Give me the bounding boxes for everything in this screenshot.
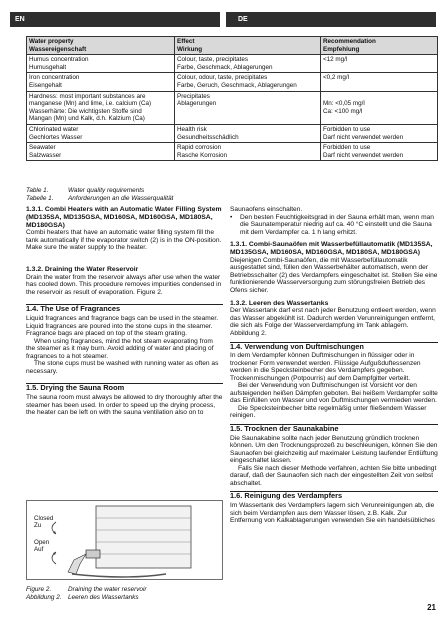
section-heading: 1.3.1. Combi Heaters with an Automatic Water Filling System (MD135SA, MD135GSA, MD160SA, MD160GSA, MD180SA, MD180GSA) bbox=[26, 206, 222, 229]
section-heading: 1.5. Drying the Sauna Room bbox=[26, 383, 125, 393]
paragraph: Im Wassertank des Verdampfers lagern sich Verunreinigungen ab, die sich beim Verdampfen aus dem Wasser lösen, z.B. Kalk. Zur Entfernung von Kalkablagerungen verwenden Sie ein handelsübliches bbox=[230, 502, 435, 525]
table-caption: Table 1. Water quality requirements Tabelle 1. Anforderungen an die Wasserqualität bbox=[26, 187, 174, 202]
table-cell: Precipitates Ablagerungen bbox=[175, 91, 321, 124]
page-number: 21 bbox=[427, 603, 436, 612]
heater-body bbox=[96, 506, 191, 568]
table-cell: Hardness: most important substances are manganese (Mn) and lime, i.e. calcium (Ca) Wasserhärte: Die wichtigsten Stoffe sind Mangan (Mn) und Kalk, d.h. Kalzium (Ca) bbox=[27, 91, 175, 124]
label-closed-de: Zu bbox=[34, 522, 42, 529]
label-open-de: Auf bbox=[34, 546, 44, 553]
paragraph: In dem Verdampfer können Duftmischungen in flüssiger oder in trockener Form verwendet werden. Flüssige Aufgußduftessenzen werden in die Specksteinbecher des Verdampfers gegeben. Trockenmischungen (Potpourris) auf dem Dampfgitter verteilt. bbox=[230, 352, 421, 382]
paragraph: Die Specksteinbecher bitte regelmäßig unter fließendem Wasser reinigen. bbox=[230, 404, 427, 420]
table-cell: Chlorinated water Gechlortes Wasser bbox=[27, 124, 175, 142]
paragraph: Diejenigen Combi-Saunaöfen, die mit Wasserbefüllautomatik ausgestattet sind, füllen den Wasserbehälter automatisch, wenn der Betriebsschalter (2) des Verdampfers eingeschaltet ist. Stellen Sie eine funktionierende Wasserversorgung zum störungsfreien Betrieb des Ofens sicher. bbox=[230, 256, 438, 294]
section-heading: 1.6. Reinigung des Verdampfers bbox=[230, 491, 343, 501]
language-tab-de: DE bbox=[226, 12, 436, 27]
section-heading: 1.4. Verwendung von Duftmischungen bbox=[230, 341, 364, 351]
table-cell: Rapid corrosion Rasche Korrosion bbox=[175, 143, 321, 161]
table-row bbox=[27, 143, 438, 161]
table-row bbox=[27, 124, 438, 142]
english-column bbox=[26, 206, 223, 417]
table-header-cell: Effect Wirkung bbox=[175, 37, 321, 55]
table-cell: Forbidden to use Darf nicht verwendet werden bbox=[321, 143, 438, 161]
table-row bbox=[27, 55, 438, 73]
drain-valve bbox=[86, 550, 100, 558]
section-heading: 1.3.2. Draining the Water Reservoir bbox=[26, 266, 139, 274]
table-cell: Health risk Gesundheitsschädlich bbox=[175, 124, 321, 142]
table-cell: Colour, odour, taste, precipitates Farbe, Geruch, Geschmack, Ablagerungen bbox=[175, 73, 321, 91]
table-cell: Forbidden to use Darf nicht verwendet werden bbox=[321, 124, 438, 142]
table-header-row bbox=[27, 37, 438, 55]
paragraph: Combi heaters that have an automatic water filling system fill the tank automatically if the evaporator switch (2) is in the ON-position. Make sure the water supply to the heater. bbox=[26, 229, 222, 252]
paragraph: Falls Sie nach dieser Methode verfahren, achten Sie bitte unbedingt darauf, daß der Saunaofen sich nach der eingestellten Zeit von selbst abschaltet. bbox=[230, 464, 437, 487]
language-tab-en: EN bbox=[10, 12, 220, 27]
table-cell: Iron concentration Eisengehalt bbox=[27, 73, 175, 91]
paragraph: Saunaofens einschalten. bbox=[230, 206, 303, 213]
section-heading: 1.3.1. Combi-Saunaöfen mit Wasserbefüllautomatik (MD135SA, MD135GSA, MD160SA, MD160GSA, MD180SA, MD180GSA) bbox=[230, 241, 433, 256]
section-heading: 1.5. Trocknen der Saunakabine bbox=[230, 424, 339, 434]
water-quality-table bbox=[26, 36, 438, 161]
paragraph: The sauna room must always be allowed to dry thoroughly after the steamer has been used. In order to speed up the drying process, the heater can be left on with the sauna ventilation also on to bbox=[26, 394, 223, 417]
paragraph: The stone cups must be washed with running water as often as necessary. bbox=[26, 360, 219, 375]
paragraph: Bei der Verwendung von Duftmischungen ist Vorsicht vor den aufsteigenden heißen Dämpfen geboten. Bei heißem Verdampfer sollte das Einfüllen von Wasser und von Duftmischungen vermieden werden. bbox=[230, 382, 438, 405]
list-item: • Den besten Feuchtigkeitsgrad in der Sauna erhält man, wenn man die Saunatemperatur niedrig auf ca. 40 °C einstellt und die Sauna mit dem Verdampfer ca. 1 h lang erhitzt. bbox=[230, 213, 434, 236]
table-cell: Colour, taste, precipitates Farbe, Geschmack, Ablagerungen bbox=[175, 55, 321, 73]
label-closed: Closed bbox=[34, 515, 54, 522]
paragraph: When using fragrances, mind the hot steam evaporating from the steamer as it may burn. Avoid adding of water and placing of fragrances to a hot steamer. bbox=[26, 337, 214, 360]
paragraph: Liquid fragrances and fragrance bags can be used in the steamer. Liquid fragrances are poured into the stone cups in the steamer. Fragrance bags are placed on top of the steam grating. bbox=[26, 315, 219, 338]
table-cell: Seawater Salzwasser bbox=[27, 143, 175, 161]
paragraph: Drain the water from the reservoir always after use when the water has cooled down. This procedure removes impurities condensed in the reservoir as result of evaporation. Figure 2. bbox=[26, 273, 222, 296]
table-cell: <12 mg/l bbox=[321, 55, 438, 73]
figure-drain-valve bbox=[26, 500, 223, 580]
valve-handle bbox=[68, 554, 86, 574]
label-open: Open bbox=[34, 539, 50, 546]
section-heading: 1.4. The Use of Fragrances bbox=[26, 304, 121, 314]
section-heading: 1.3.2. Leeren des Wassertanks bbox=[230, 299, 329, 307]
table-row bbox=[27, 73, 438, 91]
table-row bbox=[27, 91, 438, 124]
table-cell: <0,2 mg/l bbox=[321, 73, 438, 91]
paragraph: Der Wassertank darf erst nach jeder Benutzung entleert werden, wenn das Wasser abgekühlt ist. Dadurch werden Verunreinigungen entfernt, die sich als Folge der Wasserverdampfung im Tank ablagern. Abbildung 2. bbox=[230, 307, 436, 337]
table-cell: Mn: <0,05 mg/l Ca: <100 mg/l bbox=[321, 91, 438, 124]
table-header-cell: Water property Wassereigenschaft bbox=[27, 37, 175, 55]
paragraph: Die Saunakabine sollte nach jeder Benutzung gründlich trocknen können. Um den Trocknungsprozeß zu beschleunigen, können Sie den Saunaofen bei gleichzeitig auf maximaler Leistung laufender Entlüftung eingeschaltet lassen. bbox=[230, 434, 438, 465]
table-cell: Humus concentration Humusgehalt bbox=[27, 55, 175, 73]
drain-valve-illustration bbox=[26, 500, 223, 580]
table-header-cell: Recommendation Empfehlung bbox=[321, 37, 438, 55]
figure-caption: Figure 2. Draining the water reservoir Abbildung 2. Leeren des Wassertanks bbox=[26, 586, 147, 601]
drain-hose bbox=[72, 574, 166, 577]
german-column bbox=[230, 206, 438, 525]
